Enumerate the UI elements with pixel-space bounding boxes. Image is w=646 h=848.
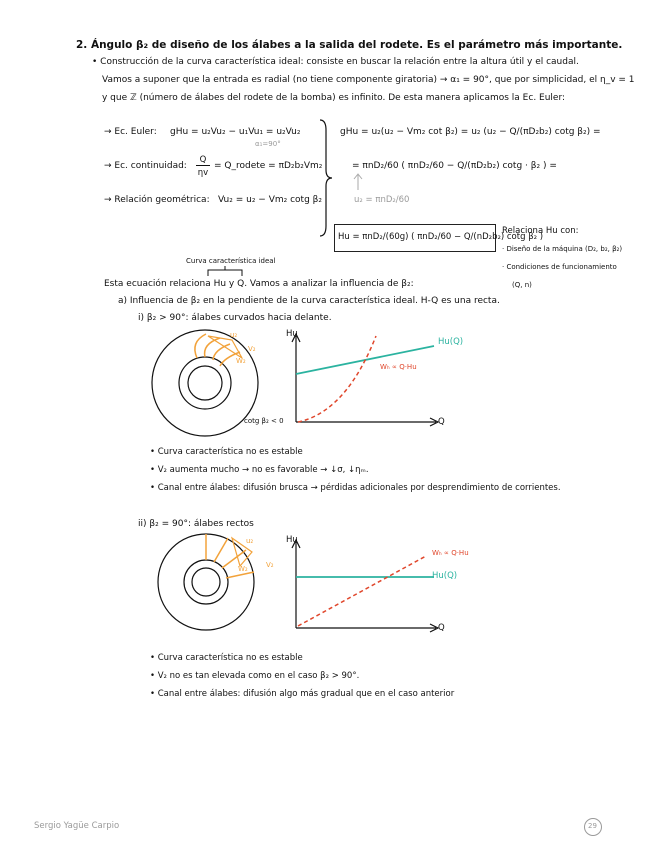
- vec2-label-w2: W₂: [238, 565, 248, 573]
- brace-icon: [316, 118, 336, 238]
- relates-item-2: · Condiciones de funcionamiento: [502, 263, 617, 271]
- geometry-label: → Relación geométrica:: [104, 195, 210, 205]
- case-i: i) β₂ > 90°: álabes curvados hacia delante.: [138, 313, 332, 323]
- bullet-i-1: • Curva característica no es estable: [150, 447, 303, 457]
- graph2-x-axis: Q: [438, 623, 445, 633]
- graph2-y-axis: Hu: [286, 535, 298, 545]
- graph2-line-label: Hu(Q): [432, 571, 458, 581]
- bullet-i-3: • Canal entre álabes: difusión brusca → pérdidas adicionales por desprendimiento de corrientes.: [150, 483, 561, 493]
- continuity-rest: = Q_rodete = πD₂b₂Vm₂: [214, 161, 323, 171]
- graph1-curve-label: Wₕ ∝ Q·Hu: [380, 363, 417, 371]
- vec-label-v2: V₂: [248, 345, 256, 353]
- curve-bracket: [206, 268, 246, 278]
- vec2-label-v2: V₂: [266, 561, 274, 569]
- cot-note: cotg β₂ < 0: [244, 417, 284, 425]
- intro-line-1: • Construcción de la curva característica ideal: consiste en buscar la relación entre la altura útil y el caudal.: [92, 57, 579, 67]
- impeller-radial-diagram: [156, 532, 256, 632]
- page-number: 29: [588, 822, 597, 830]
- footer-author: Sergio Yagüe Carpio: [34, 821, 120, 831]
- relates-item-1: · Diseño de la máquina (D₂, b₂, β₂): [502, 245, 623, 253]
- graph1-y-axis: Hu: [286, 329, 298, 339]
- boxed-equation: Hu = πnD₂/(60g) ( πnD₂/60 − Q/(nD₂b₂) cotg β₂ ): [338, 232, 544, 242]
- curve-label: Curva característica ideal: [186, 257, 276, 265]
- euler-note: α₁=90°: [255, 140, 281, 148]
- relates-item-3: (Q, n): [512, 281, 532, 289]
- continuity-label: → Ec. continuidad:: [104, 161, 187, 171]
- right-line-1: gHu = u₂(u₂ − Vm₂ cot β₂) = u₂ (u₂ − Q/(πD₂b₂) cotg β₂) =: [340, 127, 601, 137]
- euler-label: → Ec. Euler:: [104, 127, 157, 137]
- right-line-2: = πnD₂/60 ( πnD₂/60 − Q/(πD₂b₂) cotg · β₂ ) =: [352, 161, 557, 171]
- relates-title: Relaciona Hu con:: [502, 226, 579, 236]
- sub-a: a) Influencia de β₂ en la pendiente de la curva característica ideal. H-Q es una recta.: [118, 296, 500, 306]
- graph-radial: [286, 535, 446, 634]
- bullet-ii-2: • V₂ no es tan elevada como en el caso β₂ > 90°.: [150, 671, 360, 681]
- graph1-x-axis: Q: [438, 417, 445, 427]
- bullet-ii-3: • Canal entre álabes: difusión algo más gradual que en el caso anterior: [150, 689, 455, 699]
- bullet-i-2: • V₂ aumenta mucho → no es favorable → ↓σ, ↓ηₘ.: [150, 465, 369, 475]
- geometry-expr: Vu₂ = u₂ − Vm₂ cotg β₂: [218, 195, 322, 205]
- graph-forward: [286, 329, 446, 428]
- page-number-circle: [584, 818, 602, 836]
- u2-note: u₂ = πnD₂/60: [354, 195, 410, 205]
- intro-line-2: Vamos a suponer que la entrada es radial (no tiene componente giratoria) → α₁ = 90°, que por simplicidad, el η_v = 1: [102, 75, 635, 85]
- section-heading: 2. Ángulo β₂ de diseño de los álabes a la salida del rodete. Es el parámetro más importante.: [76, 39, 623, 51]
- vec-label-u2: u₂: [230, 331, 238, 339]
- graph1-line-label: Hu(Q): [438, 337, 464, 347]
- continuity-den: ηv: [197, 168, 209, 178]
- vec2-label-u2: u₂: [246, 537, 254, 545]
- intro-line-3: y que ℤ (número de álabes del rodete de la bomba) es infinito. De esta manera aplicamos la Ec. Euler:: [102, 93, 566, 103]
- continuity-num: Q: [196, 155, 210, 166]
- vec-label-w2: W₂: [236, 357, 246, 365]
- bullet-ii-1: • Curva característica no es estable: [150, 653, 303, 663]
- analysis-line: Esta ecuación relaciona Hu y Q. Vamos a analizar la influencia de β₂:: [104, 279, 414, 289]
- graph2-curve-label: Wₕ ∝ Q·Hu: [432, 549, 469, 557]
- euler-expr: gHu = u₂Vu₂ − u₁Vu₁ = u₂Vu₂: [170, 127, 301, 137]
- case-ii: ii) β₂ = 90°: álabes rectos: [138, 519, 254, 529]
- up-arrow-icon: [352, 172, 364, 192]
